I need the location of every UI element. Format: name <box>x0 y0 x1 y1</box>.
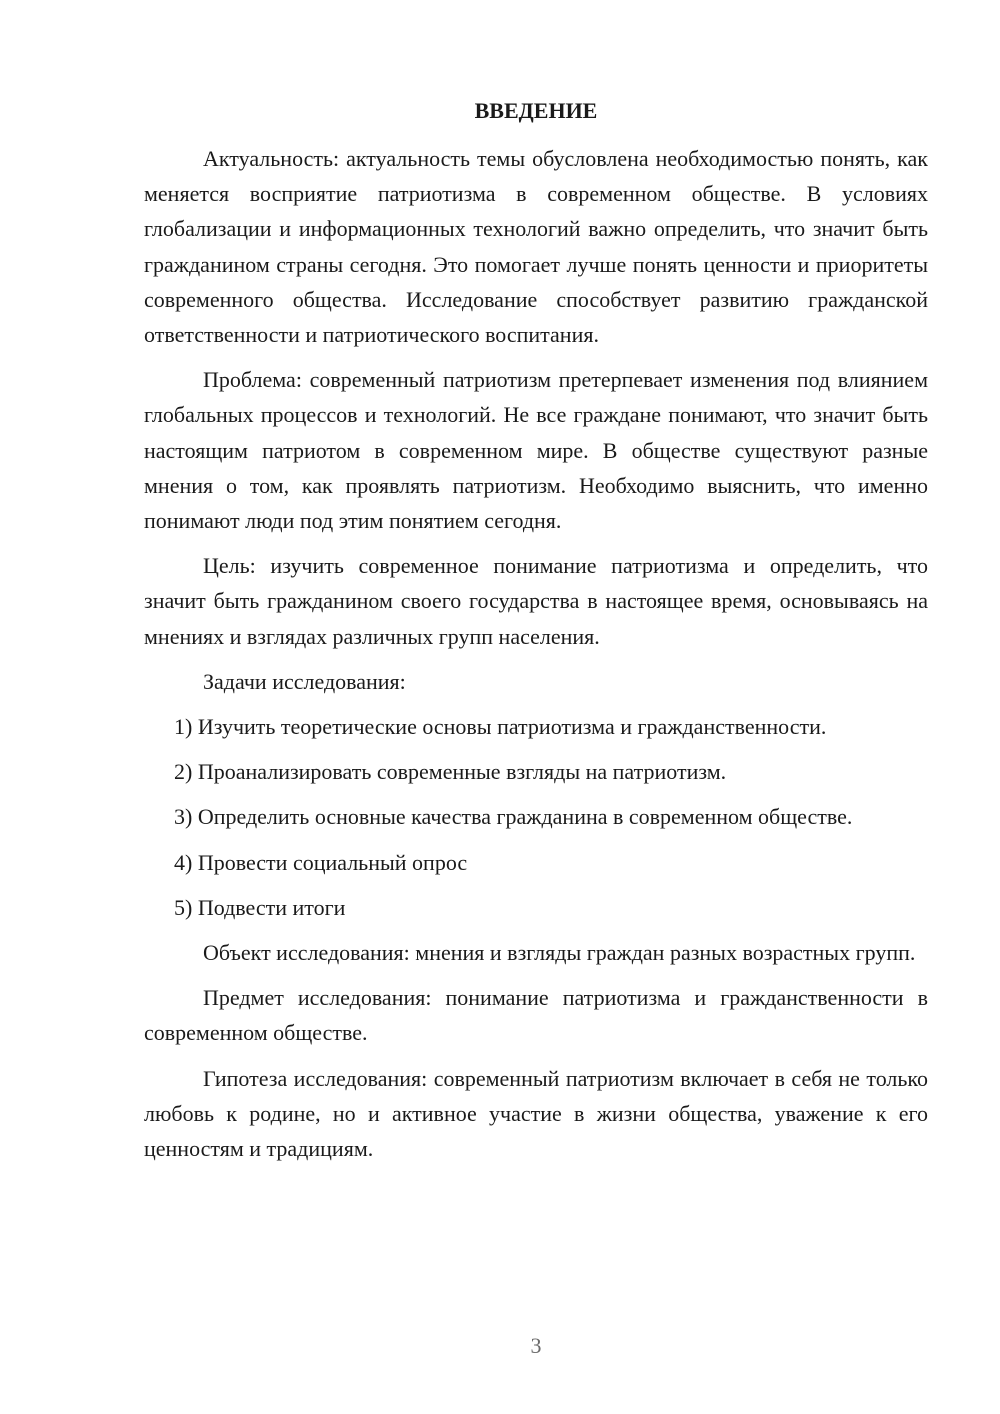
paragraph-relevance: Актуальность: актуальность темы обусловлена необходимостью понять, как меняется восприятие патриотизма в современном обществе. В условиях глобализации и информационных технологий важно определить, что значит быть гражданином страны сегодня. Это помогает лучше понять ценности и приоритеты современного общества. Исследование способствует развитию гражданской ответственности и патриотического воспитания. <box>144 146 928 348</box>
paragraph-object: Объект исследования: мнения и взгляды граждан разных возрастных групп. <box>203 940 916 966</box>
tasks-list <box>144 709 928 925</box>
paragraph-hypothesis: Гипотеза исследования: современный патриотизм включает в себя не только любовь к родине, но и активное участие в жизни общества, уважение к его ценностям и традициям. <box>144 1065 928 1162</box>
task-item-2: 2) Проанализировать современные взгляды на патриотизм. <box>174 759 727 785</box>
page-content <box>144 93 928 1176</box>
paragraph-subject: Предмет исследования: понимание патриотизма и гражданственности в современном обществе. <box>144 985 928 1046</box>
task-item-1: 1) Изучить теоретические основы патриотизма и гражданственности. <box>174 714 827 740</box>
section-title: ВВЕДЕНИЕ <box>474 98 598 123</box>
task-item-4: 4) Провести социальный опрос <box>174 849 468 875</box>
tasks-heading: Задачи исследования: <box>203 668 406 694</box>
task-item-5: 5) Подвести итоги <box>174 894 346 920</box>
page-number: 3 <box>530 1333 542 1358</box>
paragraph-goal: Цель: изучить современное понимание патриотизма и определить, что значит быть гражданином своего государства в настоящее время, основываясь на мнениях и взглядах различных групп населения. <box>144 553 928 649</box>
task-item-3: 3) Определить основные качества гражданина в современном обществе. <box>174 804 853 830</box>
paragraph-problem: Проблема: современный патриотизм претерпевает изменения под влиянием глобальных процессов и технологий. Не все граждане понимают, что значит быть настоящим патриотом в современном мире. В обществе существуют разные мнения о том, как проявлять патриотизм. Необходимо выяснить, что именно понимают люди под этим понятием сегодня. <box>144 367 928 534</box>
